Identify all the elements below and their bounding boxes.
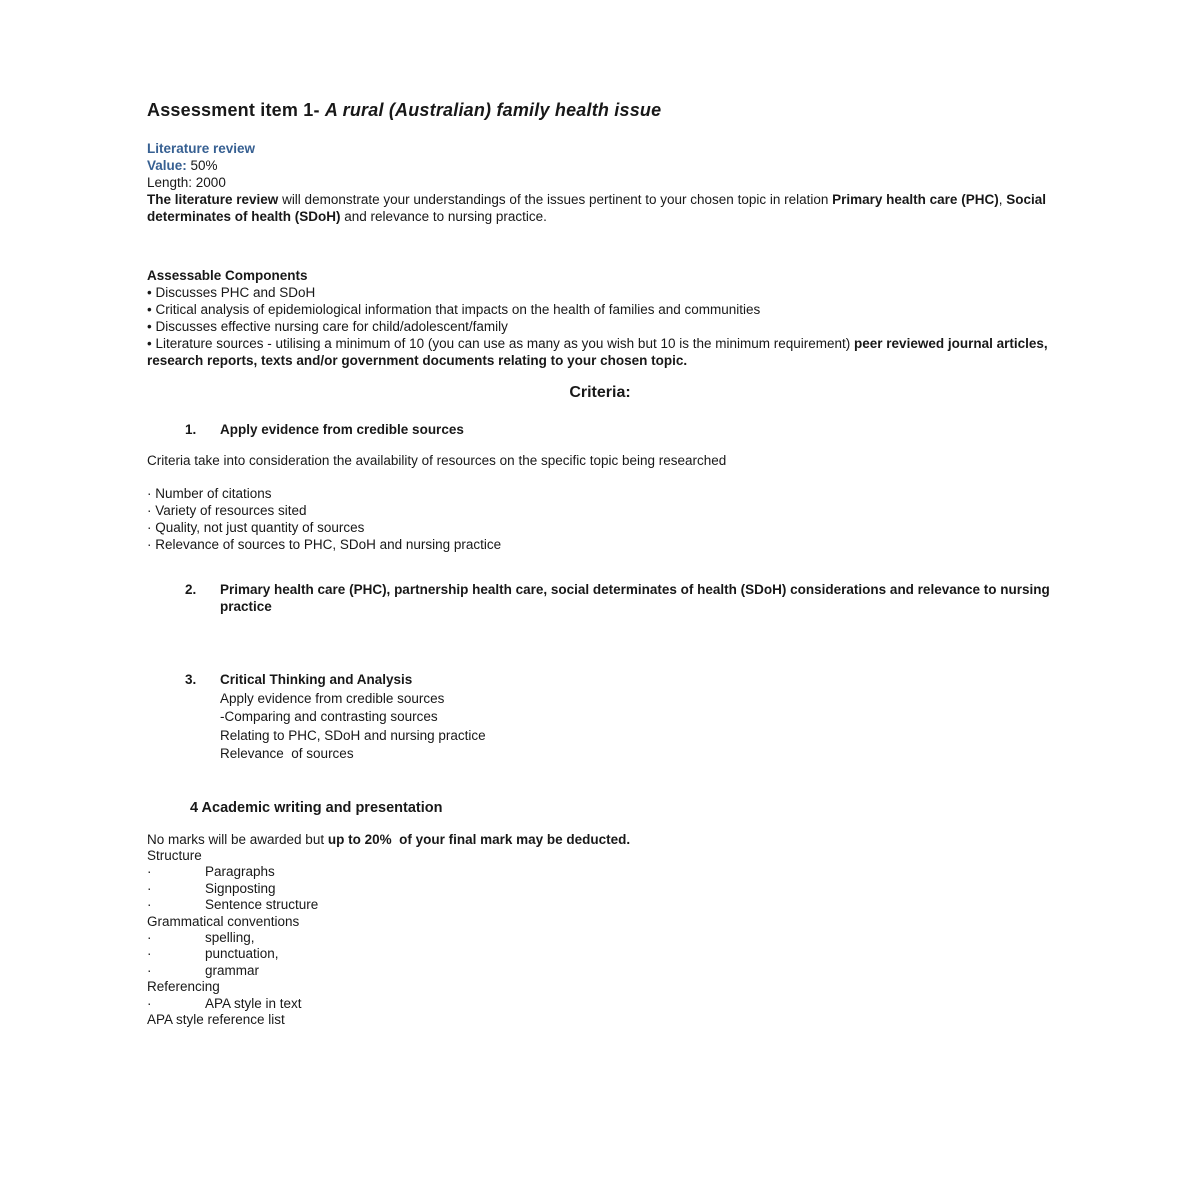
page-title: [147, 100, 1053, 120]
writing-intro-line: No marks will be awarded but up to 20% of your final mark may be deducted.: [147, 831, 631, 847]
assessable-item: • Discusses effective nursing care for child/adolescent/family: [147, 319, 508, 334]
writing-bullet: · spelling,: [147, 929, 255, 945]
writing-group-label: Referencing: [147, 979, 220, 995]
item-label: Apply evidence from credible sources: [220, 422, 464, 437]
writing-bullet: · grammar: [147, 962, 260, 978]
criteria-bullet: · Relevance of sources to PHC, SDoH and nursing practice: [147, 537, 502, 552]
bullet-dot: ·: [147, 962, 152, 978]
item-number: 1.: [185, 422, 197, 437]
criteria-bullet-list: [147, 485, 1053, 553]
assessable-heading: Assessable Components: [147, 268, 308, 283]
criteria-item-4-heading: 4 Academic writing and presentation: [190, 799, 443, 816]
title-prefix: Assessment item 1-: [147, 100, 325, 120]
criteria-paragraph: Criteria take into consideration the availability of resources on the specific topic being researched: [147, 453, 727, 468]
item-number: 2.: [185, 582, 197, 597]
intro-paragraph: The literature review will demonstrate your understandings of the issues pertinent to your chosen topic in relation Primary health care (PHC), Social determinates of health (SDoH) and relevance to nursing practice.: [147, 192, 1046, 224]
item-subline: Apply evidence from credible sources: [220, 690, 445, 706]
bullet-dot: ·: [147, 880, 152, 896]
item-label: Critical Thinking and Analysis: [220, 672, 413, 687]
value-label: Value:: [147, 158, 187, 173]
item-number: 3.: [185, 672, 197, 687]
bullet-dot: ·: [147, 897, 152, 913]
criteria-item-1: [147, 421, 1053, 438]
criteria-item-3: [147, 671, 1053, 764]
item-body: [220, 671, 1053, 764]
writing-bullet: · punctuation,: [147, 946, 279, 962]
assessable-item: • Literature sources - utilising a minimum of 10 (you can use as many as you wish but 10 is the minimum requirement) peer reviewed journal articles, research reports, texts and/or government documents relating to your chosen topic.: [147, 336, 1048, 368]
value-line: [147, 157, 1053, 174]
assessable-components-section: [147, 267, 1053, 369]
literature-review-label: Literature review: [147, 141, 256, 156]
writing-bullet: · Paragraphs: [147, 864, 275, 880]
item-subline: Relating to PHC, SDoH and nursing practice: [220, 727, 486, 743]
item-label: Primary health care (PHC), partnership health care, social determinates of health (SDoH) considerations and relevance to nursing practice: [220, 582, 1050, 614]
meta-and-intro: [147, 140, 1053, 225]
criteria-bullet: · Number of citations: [147, 486, 272, 501]
writing-group-label: Structure: [147, 847, 202, 863]
writing-bullet: · APA style in text: [147, 995, 302, 1011]
bullet-dot: ·: [147, 995, 152, 1011]
academic-writing-section: [147, 832, 1053, 1029]
bullet-dot: ·: [147, 864, 152, 880]
length-line: Length: 2000: [147, 175, 226, 190]
item-subline: Relevance of sources: [220, 746, 354, 761]
title-italic: A rural (Australian) family health issue: [324, 100, 662, 120]
assessable-item: • Critical analysis of epidemiological information that impacts on the health of families and communities: [147, 302, 761, 317]
writing-tail-line: APA style reference list: [147, 1011, 285, 1027]
criteria-bullet: · Variety of resources sited: [147, 503, 307, 518]
bullet-dot: ·: [147, 946, 152, 962]
item-subline: -Comparing and contrasting sources: [220, 709, 438, 724]
writing-bullet: · Signposting: [147, 880, 276, 896]
bullet-dot: ·: [147, 929, 152, 945]
criteria-bullet: · Quality, not just quantity of sources: [147, 520, 365, 535]
document-content: [147, 100, 1053, 1028]
criteria-heading: Criteria:: [569, 384, 631, 401]
criteria-item-2: [147, 581, 1053, 615]
value-text: 50%: [186, 158, 218, 173]
writing-bullet: · Sentence structure: [147, 897, 319, 913]
assessable-item: • Discusses PHC and SDoH: [147, 285, 316, 300]
writing-group-label: Grammatical conventions: [147, 913, 300, 929]
